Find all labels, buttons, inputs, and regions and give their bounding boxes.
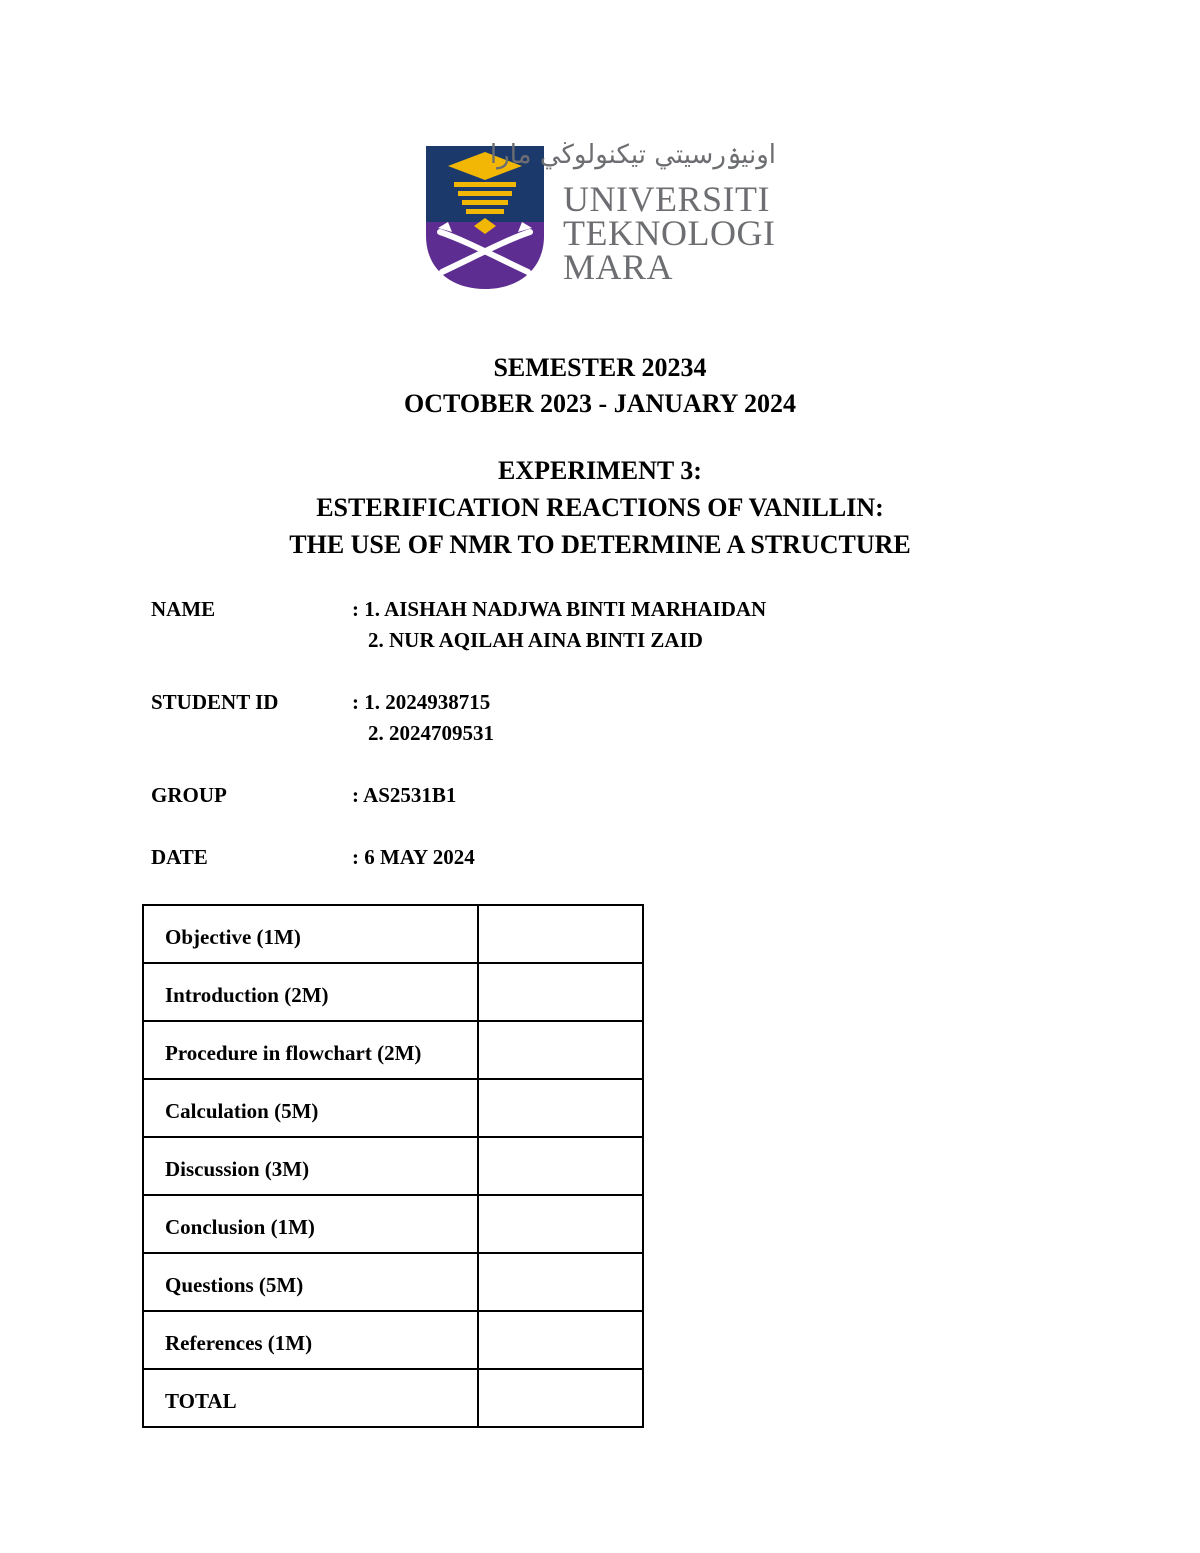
marks-table — [142, 904, 644, 1428]
logo-wordmark — [563, 179, 776, 287]
name-label: NAME — [151, 597, 216, 621]
table-row — [143, 1021, 643, 1079]
logo-arabic-text: اونيۏرسيتي تيکنولوڬي مارا — [489, 140, 776, 170]
score-cell[interactable] — [478, 1253, 643, 1311]
name-value-2: 2. NUR AQILAH AINA BINTI ZAID — [368, 628, 703, 652]
total-score-cell[interactable] — [478, 1369, 643, 1427]
experiment-title-line-2: THE USE OF NMR TO DETERMINE A STRUCTURE — [289, 530, 911, 559]
table-row — [143, 905, 643, 963]
criterion-cell: Introduction (2M) — [143, 963, 478, 1021]
semester-heading: SEMESTER 20234 — [493, 353, 707, 382]
university-logo — [424, 140, 784, 294]
name-value-1: : 1. AISHAH NADJWA BINTI MARHAIDAN — [352, 597, 767, 621]
date-value: : 6 MAY 2024 — [352, 845, 475, 869]
score-cell[interactable] — [478, 1137, 643, 1195]
experiment-title-line-1: ESTERIFICATION REACTIONS OF VANILLIN: — [316, 493, 884, 522]
score-cell[interactable] — [478, 1079, 643, 1137]
criterion-cell: Procedure in flowchart (2M) — [143, 1021, 478, 1079]
criterion-cell: Calculation (5M) — [143, 1079, 478, 1137]
student-id-value-2: 2. 2024709531 — [368, 721, 494, 745]
criterion-cell: Conclusion (1M) — [143, 1195, 478, 1253]
table-row — [143, 1079, 643, 1137]
table-row — [143, 1311, 643, 1369]
table-row — [143, 1195, 643, 1253]
logo-line-1: UNIVERSITI — [563, 179, 770, 219]
date-label: DATE — [151, 845, 208, 869]
group-value: : AS2531B1 — [352, 783, 457, 807]
logo-line-2: TEKNOLOGI — [563, 213, 776, 253]
total-label-cell: TOTAL — [143, 1369, 478, 1427]
student-id-value-1: : 1. 2024938715 — [352, 690, 491, 714]
criterion-cell: Discussion (3M) — [143, 1137, 478, 1195]
table-row — [143, 1253, 643, 1311]
table-row-total — [143, 1369, 643, 1427]
criterion-cell: References (1M) — [143, 1311, 478, 1369]
table-row — [143, 1137, 643, 1195]
score-cell[interactable] — [478, 963, 643, 1021]
student-id-label: STUDENT ID — [151, 690, 279, 714]
group-label: GROUP — [151, 783, 227, 807]
criterion-cell: Objective (1M) — [143, 905, 478, 963]
score-cell[interactable] — [478, 1195, 643, 1253]
score-cell[interactable] — [478, 1021, 643, 1079]
table-row — [143, 963, 643, 1021]
criterion-cell: Questions (5M) — [143, 1253, 478, 1311]
experiment-number: EXPERIMENT 3: — [498, 456, 702, 485]
score-cell[interactable] — [478, 905, 643, 963]
score-cell[interactable] — [478, 1311, 643, 1369]
logo-line-3: MARA — [563, 247, 674, 287]
semester-period: OCTOBER 2023 - JANUARY 2024 — [404, 389, 796, 418]
